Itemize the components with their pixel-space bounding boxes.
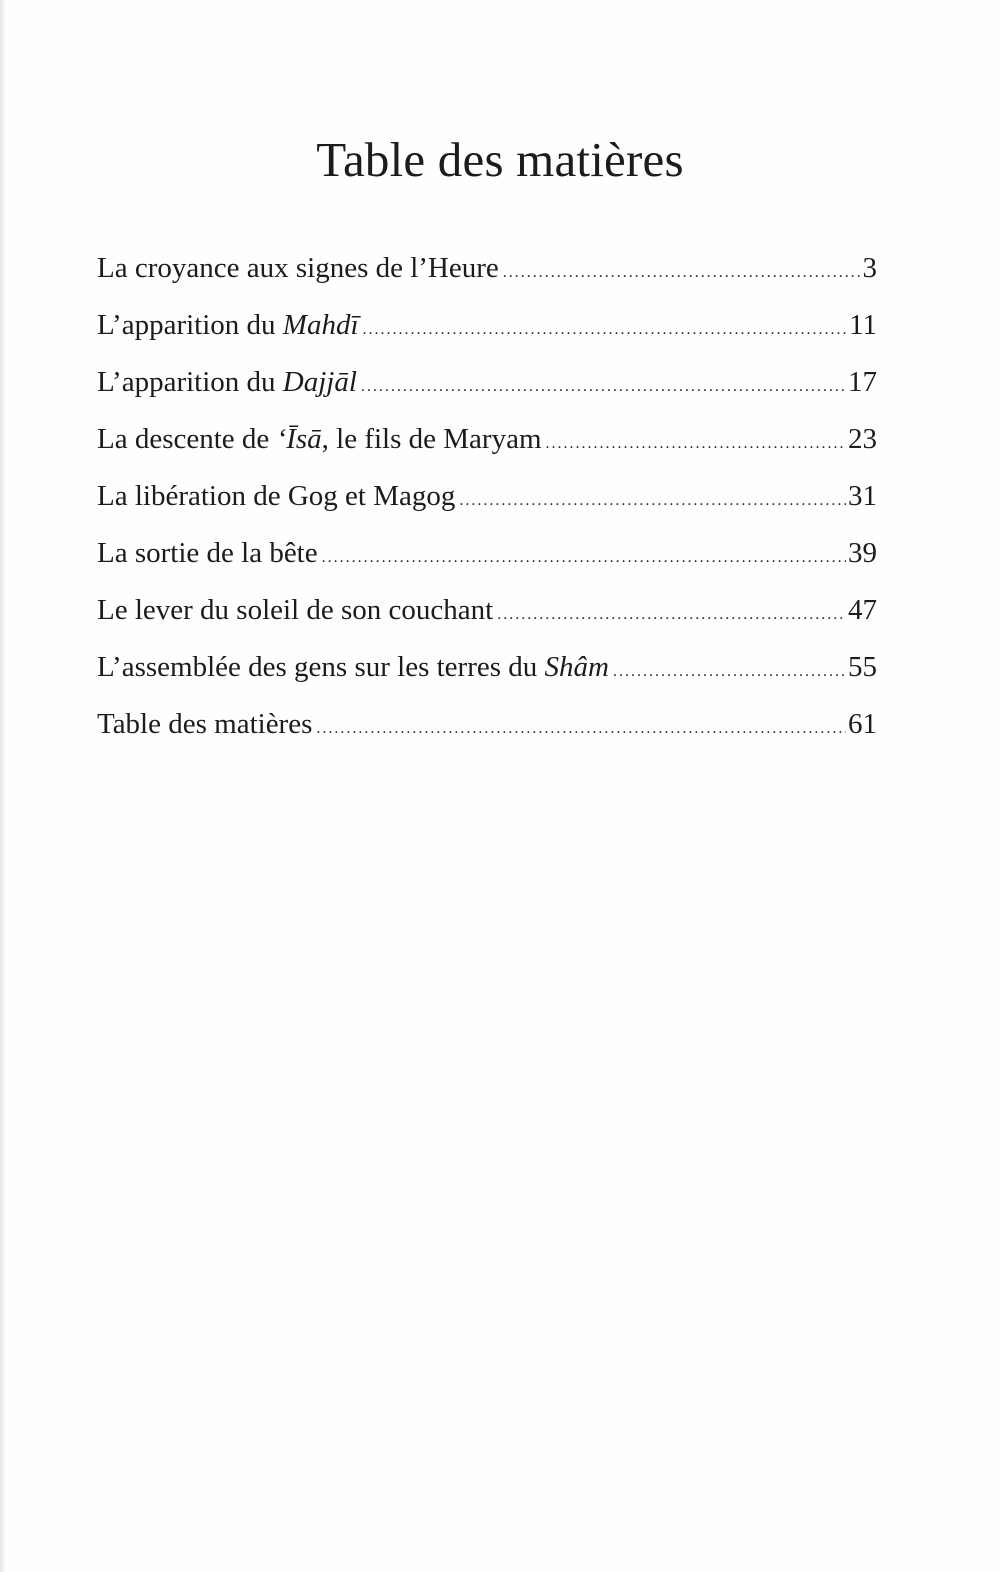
toc-entry-title: La descente de ‘Īsā, le fils de Maryam [97, 423, 542, 455]
toc-page-number: 11 [849, 309, 877, 341]
toc-entry-title: La libération de Gog et Magog [97, 480, 456, 512]
table-of-contents [97, 243, 877, 756]
toc-page-number: 17 [848, 366, 877, 398]
dot-leader [459, 476, 846, 526]
toc-page-number: 23 [848, 423, 877, 455]
toc-entry-title: L’apparition du Dajjāl [97, 366, 357, 398]
dot-leader [503, 248, 861, 298]
toc-page-number: 55 [848, 651, 877, 683]
dot-leader [361, 362, 846, 412]
toc-entry-title: Table des matières [97, 708, 313, 740]
toc-page-number: 31 [848, 480, 877, 512]
toc-entry-title: La sortie de la bête [97, 537, 318, 569]
toc-entry-dajjal [97, 357, 877, 414]
toc-entry-isa [97, 414, 877, 471]
toc-entry-gog-magog [97, 471, 877, 528]
toc-entry-table-matieres [97, 699, 877, 756]
dot-leader [363, 305, 848, 355]
toc-page-number: 61 [848, 708, 877, 740]
dot-leader [613, 647, 846, 697]
toc-page-number: 47 [848, 594, 877, 626]
dot-leader [322, 533, 846, 583]
dot-leader [546, 419, 846, 469]
toc-entry-title: L’apparition du Mahdī [97, 309, 359, 341]
page-edge-shadow [0, 0, 6, 1572]
toc-entry-title: Le lever du soleil de son couchant [97, 594, 494, 626]
toc-entry-title: La croyance aux signes de l’Heure [97, 252, 499, 284]
toc-entry-title: L’assemblée des gens sur les terres du Shâm [97, 651, 609, 683]
toc-entry-sham [97, 642, 877, 699]
dot-leader [497, 590, 846, 640]
toc-entry-mahdi [97, 300, 877, 357]
dot-leader [316, 704, 846, 754]
toc-page-number: 39 [848, 537, 877, 569]
toc-entry-soleil [97, 585, 877, 642]
toc-page-number: 3 [862, 252, 877, 284]
page-title: Table des matières [316, 132, 684, 187]
toc-entry-bete [97, 528, 877, 585]
toc-entry-signes-heure [97, 243, 877, 300]
